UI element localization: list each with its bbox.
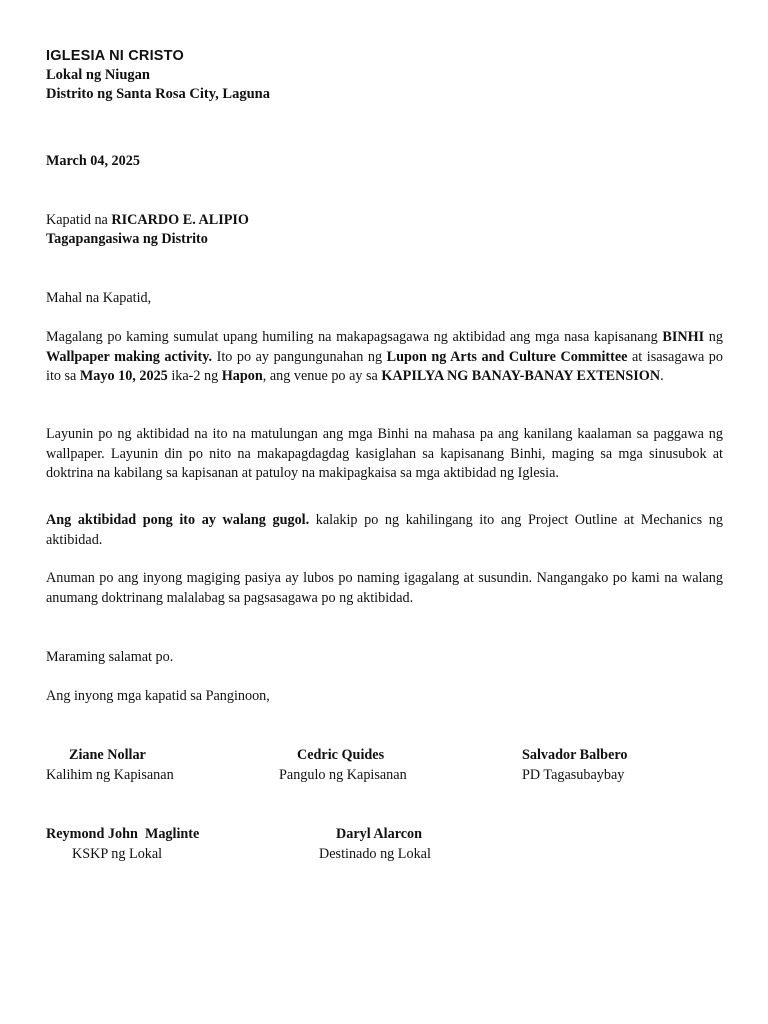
p1-text-5: ika-2 ng xyxy=(167,368,222,384)
p1-text-4: at isasagawa po ito sa xyxy=(46,348,723,384)
signatory-title: KSKP ng Lokal xyxy=(72,846,163,862)
p1-bold-activity: Wallpaper making activity. xyxy=(46,348,213,365)
p1-text-2: ng xyxy=(704,329,723,345)
p1-text-3: Ito po ay pangungunahan ng xyxy=(212,348,387,365)
signatory-name: Reymond John Maglinte xyxy=(46,826,200,842)
thanks-line: Maraming salamat po. xyxy=(46,649,174,665)
p1-text-1: Magalang po kaming sumulat upang humiling na makapagsagawa ng aktibidad ang mga nasa kapisanang xyxy=(46,329,663,345)
paragraph-assurance: Anuman po ang inyong magiging pasiya ay lubos po naming igagalang at susundin. Nangangako po kami na walang anumang doktrinang malalabag sa pagsasagawa po ng aktibidad. xyxy=(46,570,723,606)
p1-bold-binhi: BINHI xyxy=(662,329,705,345)
p1-bold-venue: KAPILYA NG BANAY-BANAY EXTENSION xyxy=(381,368,661,384)
recipient-title: Tagapangasiwa ng Distrito xyxy=(46,231,208,247)
recipient-name: RICARDO E. ALIPIO xyxy=(111,212,249,228)
recipient-prefix: Kapatid na xyxy=(46,212,112,228)
signatory-name: Salvador Balbero xyxy=(522,747,628,763)
organization-name: IGLESIA NI CRISTO xyxy=(46,48,184,64)
p1-bold-date: Mayo 10, 2025 xyxy=(79,368,168,384)
p1-bold-time: Hapon xyxy=(221,368,263,384)
signatory-name: Ziane Nollar xyxy=(69,747,146,763)
p3-bold: Ang aktibidad pong ito ay walang gugol. xyxy=(46,512,310,528)
signatory-title: Pangulo ng Kapisanan xyxy=(279,767,407,783)
p3-text: kalakip po ng kahilingang ito ang Project Outline at Mechanics ng aktibidad. xyxy=(46,512,723,548)
district-name: Distrito ng Santa Rosa City, Laguna xyxy=(46,86,270,102)
closing-line: Ang inyong mga kapatid sa Panginoon, xyxy=(46,688,270,704)
p1-text-6: , ang venue po ay sa xyxy=(262,368,382,384)
signatory-title: PD Tagasubaybay xyxy=(522,767,625,783)
paragraph-no-cost xyxy=(46,511,723,550)
salutation: Mahal na Kapatid, xyxy=(46,290,152,306)
signatory-name: Cedric Quides xyxy=(297,747,385,763)
p1-text-7: . xyxy=(660,368,664,384)
paragraph-request xyxy=(46,328,723,387)
letter-date: March 04, 2025 xyxy=(46,153,140,169)
p1-bold-committee: Lupon ng Arts and Culture Committee xyxy=(386,348,628,365)
signatory-title: Kalihim ng Kapisanan xyxy=(46,767,174,783)
local-name: Lokal ng Niugan xyxy=(46,67,150,83)
recipient-line xyxy=(46,212,249,229)
signatory-name: Daryl Alarcon xyxy=(336,826,423,842)
paragraph-purpose: Layunin po ng aktibidad na ito na matulungan ang mga Binhi na mahasa pa ang kanilang kaalaman sa paggawa ng wallpaper. Layunin din po nito na makapagdagdag kasiglahan sa kapisanang Binhi, maging sa mga sinusubok at doktrina na kabilang sa kapisanan at patuloy na makipagkaisa sa mga aktibidad ng Iglesia. xyxy=(46,426,723,481)
signatory-title: Destinado ng Lokal xyxy=(319,846,431,862)
